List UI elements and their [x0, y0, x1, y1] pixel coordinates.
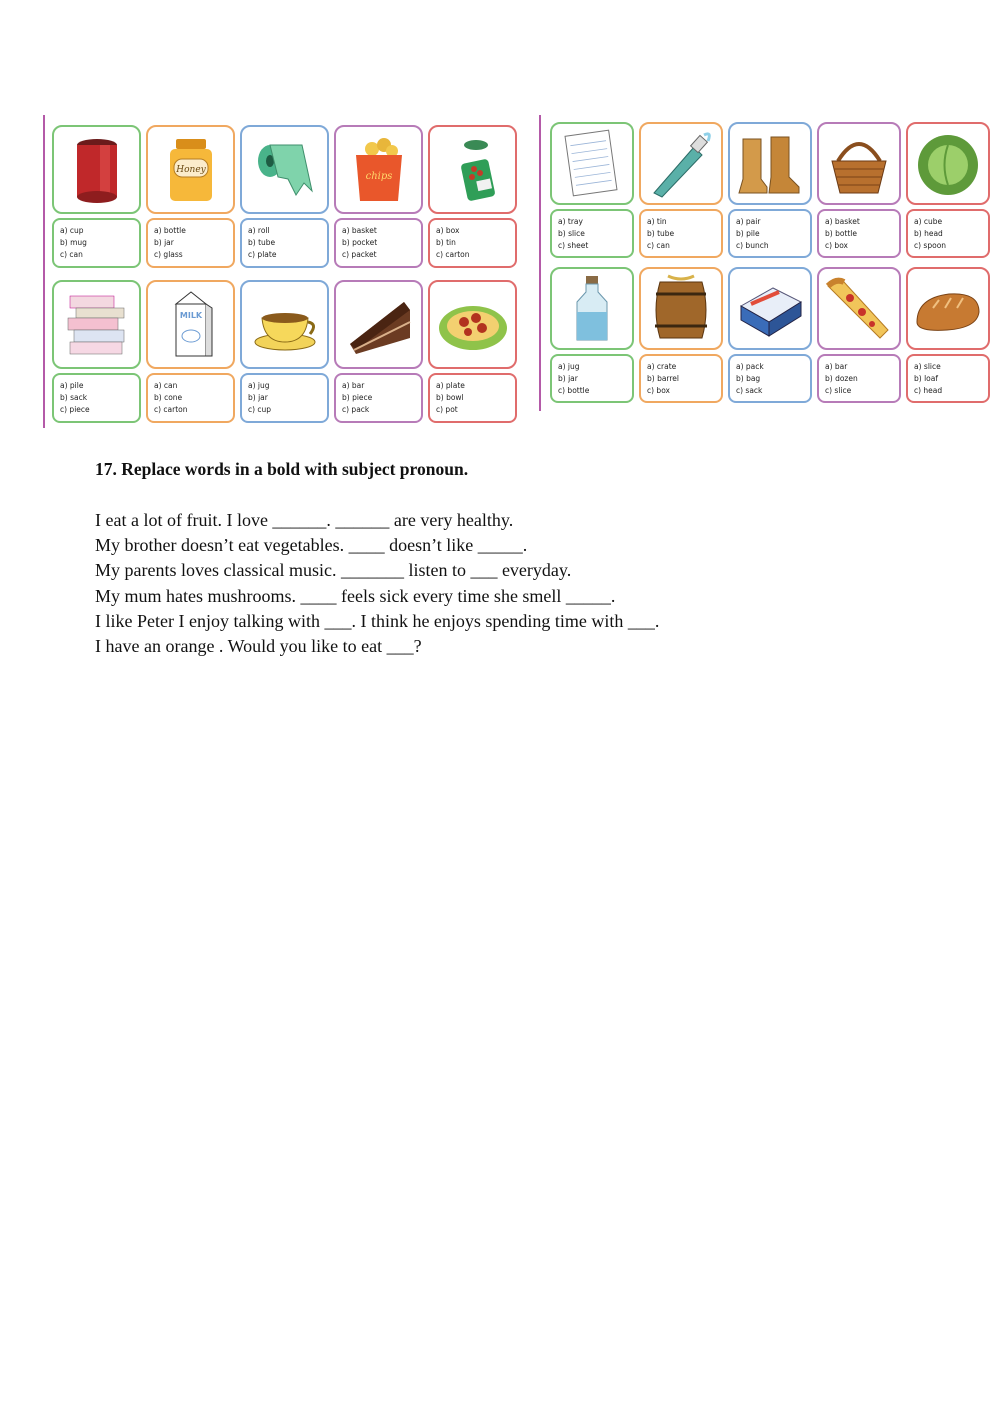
paper-roll-icon: [248, 133, 322, 207]
pizza-slice-icon: [822, 272, 896, 346]
options-box: a) bar b) piece c) pack: [334, 373, 423, 423]
options-box: a) slice b) loaf c) head: [906, 354, 990, 403]
worksheet-image-right: [539, 115, 999, 411]
bread-loaf-icon: [911, 272, 985, 346]
options-box: a) tray b) slice c) sheet: [550, 209, 634, 258]
open-tin-icon: [436, 133, 510, 207]
cabbage-icon: [911, 127, 985, 201]
card-bottle: [550, 267, 634, 412]
card-chips: [334, 125, 423, 280]
card-sheet: [550, 122, 634, 267]
exercise-line: My brother doesn’t eat vegetables. ____ doesn’t like _____.: [95, 535, 528, 556]
card-can: [52, 125, 141, 280]
options-box: a) pack b) bag c) sack: [728, 354, 812, 403]
card-cabbage: [906, 122, 990, 267]
milk-carton-icon: [154, 288, 228, 362]
toothpaste-tube-icon: [644, 127, 718, 201]
options-box: a) tin b) tube c) can: [639, 209, 723, 258]
svg-text:chips: chips: [365, 170, 392, 182]
card-cake: [334, 280, 423, 435]
basket-icon: [822, 127, 896, 201]
options-box: a) jug b) jar c) cup: [240, 373, 329, 423]
options-box: a) crate b) barrel c) box: [639, 354, 723, 403]
card-honey: [146, 125, 235, 280]
card-basket: [817, 122, 901, 267]
options-box: a) cup b) mug c) can: [52, 218, 141, 268]
exercise-lines: [95, 508, 659, 659]
options-box: a) basket b) bottle c) box: [817, 209, 901, 258]
paper-pile-icon: [60, 288, 134, 362]
paper-sheet-icon: [555, 127, 629, 201]
sugar-pack-icon: [733, 272, 807, 346]
card-bread: [906, 267, 990, 412]
cake-slice-icon: [342, 288, 416, 362]
card-roll: [240, 125, 329, 280]
card-pile: [52, 280, 141, 435]
options-box: a) can b) cone c) carton: [146, 373, 235, 423]
honey-jar-icon: [154, 133, 228, 207]
exercise-line: I have an orange . Would you like to eat ___?: [95, 636, 422, 657]
exercise-line: My parents loves classical music. _______ listen to ___ everyday.: [95, 560, 572, 581]
options-box: a) jug b) jar c) bottle: [550, 354, 634, 403]
options-box: a) pair b) pile c) bunch: [728, 209, 812, 258]
exercise-title: 17. Replace words in a bold with subject pronoun.: [95, 459, 469, 479]
barrel-icon: [644, 272, 718, 346]
options-box: a) roll b) tube c) plate: [240, 218, 329, 268]
svg-text:Honey: Honey: [175, 164, 206, 175]
exercise-line: I eat a lot of fruit. I love ______. ______ are very healthy.: [95, 510, 514, 530]
card-barrel: [639, 267, 723, 412]
card-tin: [428, 125, 517, 280]
options-box: a) cube b) head c) spoon: [906, 209, 990, 258]
options-box: a) plate b) bowl c) pot: [428, 373, 517, 423]
chips-packet-icon: [342, 133, 416, 207]
card-boots: [728, 122, 812, 267]
boots-icon: [733, 127, 807, 201]
card-spaghetti: [428, 280, 517, 435]
options-box: a) box b) tin c) carton: [428, 218, 517, 268]
options-box: a) basket b) pocket c) packet: [334, 218, 423, 268]
card-cup: [240, 280, 329, 435]
water-bottle-icon: [555, 272, 629, 346]
exercise-line: My mum hates mushrooms. ____ feels sick every time she smell _____.: [95, 585, 616, 606]
tin-can-icon: [60, 133, 134, 207]
options-box: a) pile b) sack c) piece: [52, 373, 141, 423]
card-milk: [146, 280, 235, 435]
tea-cup-icon: [248, 288, 322, 362]
exercise-line: I like Peter I enjoy talking with ___. I think he enjoys spending time with ___.: [95, 610, 660, 631]
worksheet-image-left: [43, 115, 523, 428]
card-pack: [728, 267, 812, 412]
svg-text:MILK: MILK: [179, 310, 202, 320]
options-box: a) bottle b) jar c) glass: [146, 218, 235, 268]
card-pizza: [817, 267, 901, 412]
options-box: a) bar b) dozen c) slice: [817, 354, 901, 403]
spaghetti-plate-icon: [436, 288, 510, 362]
card-tube: [639, 122, 723, 267]
